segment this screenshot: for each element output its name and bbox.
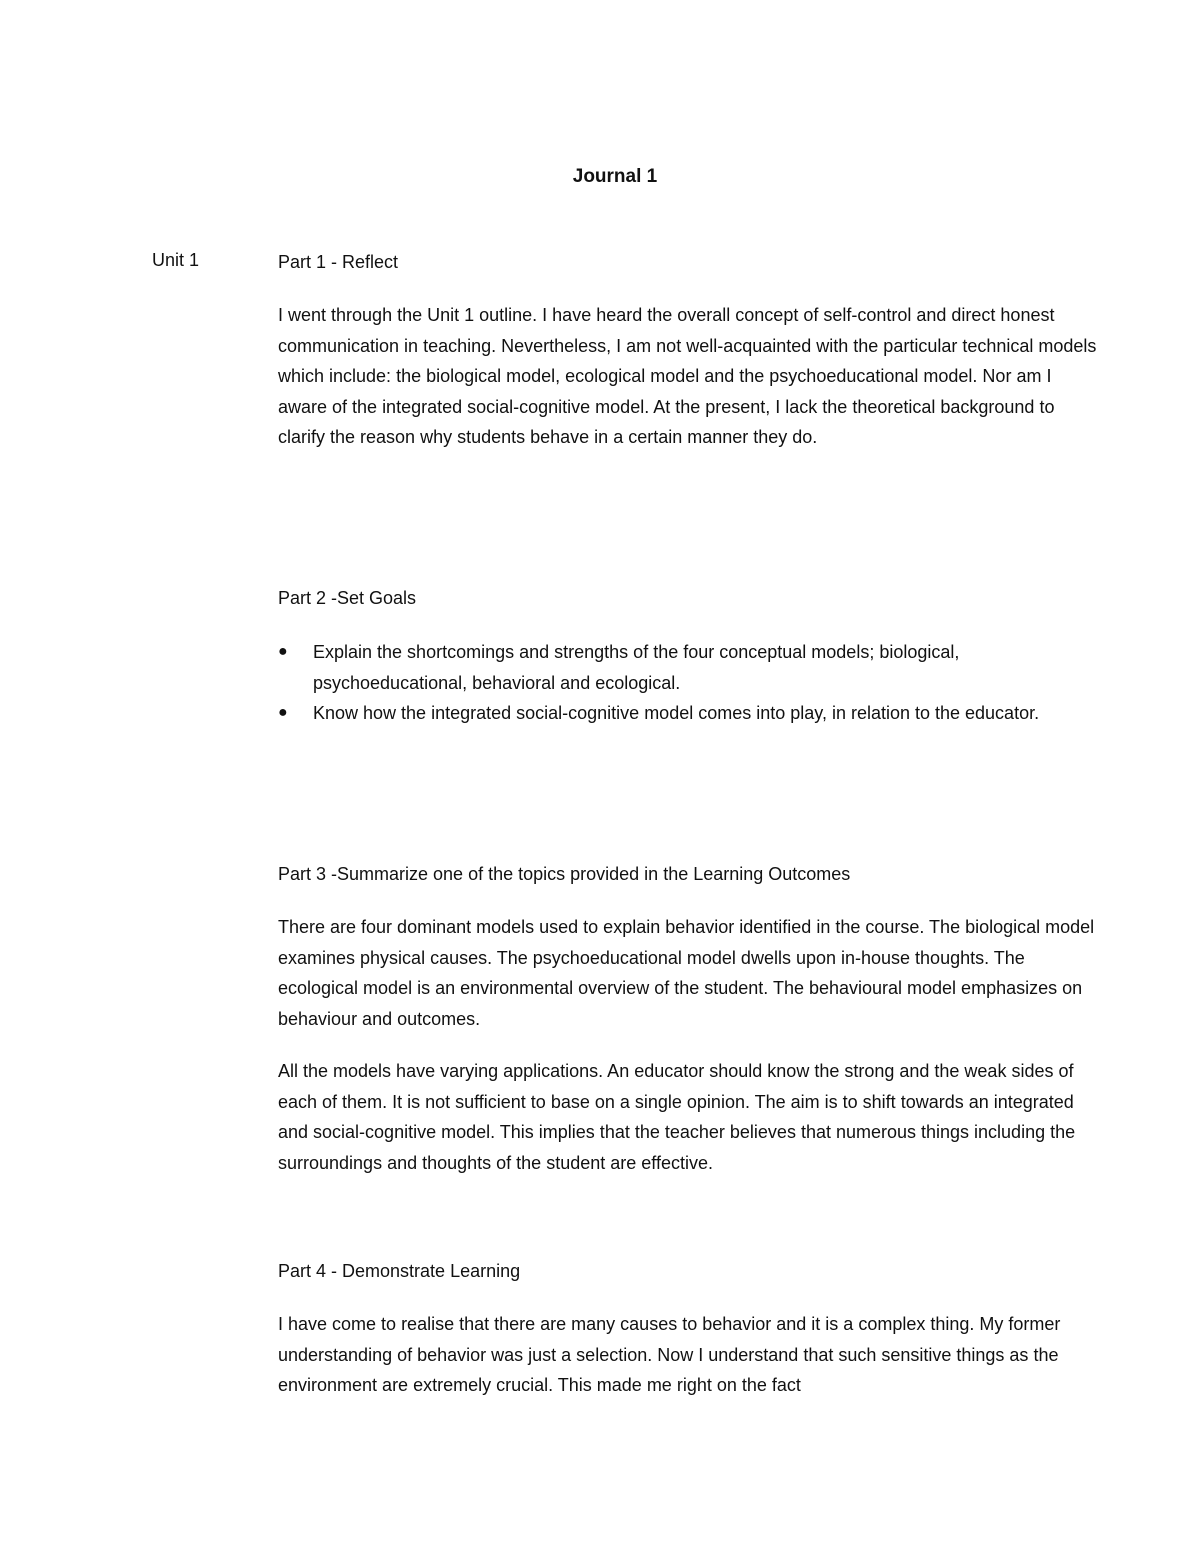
bullet-icon: ● — [278, 704, 288, 722]
goal-item — [278, 637, 1068, 698]
goal-text: Know how the integrated social-cognitive model comes into play, in relation to the educator. — [313, 703, 1040, 724]
part3-body-1 — [278, 912, 1098, 1034]
part4-body — [278, 1309, 1098, 1401]
part1-body — [278, 300, 1098, 453]
part1-heading: Part 1 - Reflect — [278, 252, 399, 272]
unit-label: Unit 1 — [152, 250, 200, 270]
part3-paragraph-2: All the models have varying applications. An educator should know the strong and the weak sides of each of them. It is not sufficient to base on a single opinion. The aim is to shift towards an integrated and social-cognitive model. This implies that the teacher believes that numerous things including the surroundings and thoughts of the student are effective. — [278, 1061, 1076, 1173]
part3-body-2 — [278, 1056, 1098, 1178]
document-title: Journal 1 — [572, 166, 658, 187]
part3-heading: Part 3 -Summarize one of the topics provided in the Learning Outcomes — [278, 864, 851, 884]
goal-item — [278, 698, 1068, 729]
bullet-icon: ● — [278, 643, 288, 660]
part1-paragraph: I went through the Unit 1 outline. I have heard the overall concept of self-control and direct honest communication in teaching. Nevertheless, I am not well-acquainted with the particular technical models which include: the biological model, ecological model and the psychoeducational model. Nor am I aware of the integrated social-cognitive model. At the present, I lack the theoretical background to clarify the reason why students behave in a certain manner they do. — [278, 305, 1097, 448]
goals-list — [278, 637, 1068, 729]
part4-paragraph: I have come to realise that there are many causes to behavior and it is a complex thing. My former understanding of behavior was just a selection. Now I understand that such sensitive things as the environment are extremely crucial. This made me right on the fact — [278, 1314, 1061, 1396]
part3-paragraph-1: There are four dominant models used to explain behavior identified in the course. The biological model examines physical causes. The psychoeducational model dwells upon in-house thoughts. The ecological model is an environmental overview of the student. The behavioural model emphasizes on behaviour and outcomes. — [278, 917, 1095, 1029]
part2-heading: Part 2 -Set Goals — [278, 588, 417, 608]
goal-text: Explain the shortcomings and strengths of the four conceptual models; biological, psychoeducational, behavioral and ecological. — [313, 642, 960, 693]
part4-heading: Part 4 - Demonstrate Learning — [278, 1261, 521, 1281]
